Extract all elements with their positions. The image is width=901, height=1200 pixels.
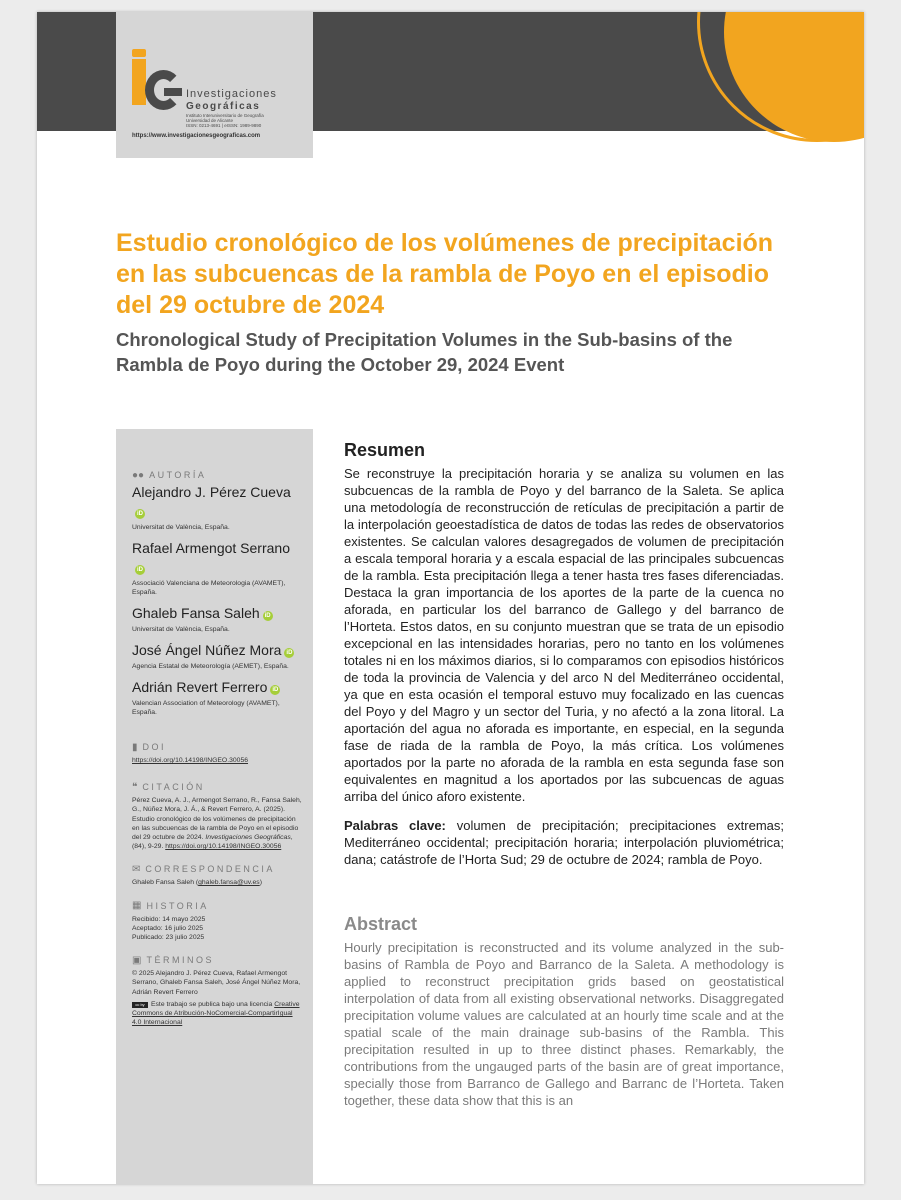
keywords-list: volumen de precipitación; precipitaciones extremas; Mediterráneo occidental; precipitación horaria; interpolación pluviométrica; dana; catástrofe de l’Horta Sud; 29 de octubre de 2024; rambla de Poyo. [344, 818, 784, 867]
author-entry [132, 539, 302, 597]
license-link[interactable]: Creative Commons de Atribución-NoComercial-CompartirIgual 4.0 Internacional [132, 1000, 300, 1027]
citation-heading: ❝ CITACIÓN [132, 781, 205, 793]
author-affiliation: Associació Valenciana de Meteorologia (AVAMET), España. [132, 580, 286, 596]
resumen-heading: Resumen [344, 440, 426, 460]
author-name: Ghaleb Fansa Saleh [132, 605, 260, 621]
keywords [344, 817, 784, 868]
article-page [37, 12, 864, 1184]
abstract-section [344, 914, 784, 1109]
resumen-text: Se reconstruye la precipitación horaria y se analiza su volumen en las subcuencas de la rambla de Poyo y del barranco de la Saleta. Se aplica una metodología de reconstrucción de retículas de precipitación a partir de la interpolación geoestadística de datos de todas las redes de observatorios existentes. Se calculan valores desagregados de volumen de precipitación a escala temporal horaria y a escala espacial de las principales subcuencas de la rambla. Esta precipitación llega a tener hasta tres fases diferenciadas. Destaca la gran importancia de los aportes de la parte de la cuenca no aforada, en particular los del barranco de Gallego y del barranco de l’Horteta. Estos datos, en su conjunto muestran que se trata de un episodio excepcional en las intensidades horarias, pero no tanto en los volúmenes totales ni en los máximos diarios, si lo comparamos con episodios históricos de toda la provincia de Valencia y del arco N del Mediterráneo occidental, ya que en esta ocasión el temporal estuvo muy focalizado en las cuencas del Poyo y del Magro y un sector del Turia, y no afectó a la zona litoral. La aportación del agua no aforada es importante, en especial, en la segunda fase de riada de la rambla de Poyo, la más crítica. Los volúmenes aportados por la parte no aforada de la rambla en esta segunda fase son equivalentes en magnitud a los aportados por las subcuencas de aguas arriba del único aforo existente. [344, 466, 784, 804]
email-link[interactable]: ghaleb.fansa@uv.es [198, 879, 260, 887]
doi-link[interactable]: https://doi.org/10.14198/INGEO.30056 [132, 757, 249, 764]
orcid-icon[interactable]: iD [137, 567, 143, 573]
terms-heading: ▣ TÉRMINOS [132, 954, 214, 966]
author-entry [132, 678, 302, 717]
abstract-text: Hourly precipitation is reconstructed and its volume analyzed in the sub-basins of Rambla de Poyo and Barranco de la Saleta. A methodology is applied to reconstruct precipitation grids based on geostatistical interpolation of data from all existing observational networks. Disaggregated precipitation volume values are calculated at an hourly time scale and at the spatial scale of the main drainage sub-basins of the Rambla. This precipitation resulted in up to three distinct phases. Remarkably, the contributions from the ungauged parts of the basin are of great importance, specially those from Barranco de Gallego and Barranc de l’Horteta. Taken together, these data show that this is an [344, 940, 784, 1108]
author-affiliation: Agencia Estatal de Meteorología (AEMET), España. [132, 663, 289, 670]
orcid-icon[interactable]: iD [264, 613, 271, 619]
logo-i-dot [132, 49, 146, 57]
cc-license-badge: cc by [132, 1002, 148, 1008]
license-text: cc by Este trabajo se publica bajo una licencia Creative Commons de Atribución-NoComercial-CompartirIgual 4.0 Internacional [132, 1000, 300, 1027]
journal-logo[interactable] [116, 12, 313, 158]
envelope-icon: ✉ [132, 863, 141, 875]
document-icon: ▣ [132, 954, 142, 966]
history-dates: Recibido: 14 mayo 2025 Aceptado: 16 julio 2025 Publicado: 23 julio 2025 [132, 915, 206, 942]
citation-doi-link[interactable]: https://doi.org/10.14198/INGEO.30056 [165, 843, 282, 851]
institute-line: Instituto Interuniversitario de Geografía [186, 113, 264, 118]
orcid-icon[interactable]: iD [137, 511, 143, 517]
journal-url-link[interactable]: https://www.investigacionesgeograficas.com [132, 133, 261, 139]
author-name: José Ángel Núñez Mora [132, 642, 282, 658]
resumen-section [344, 440, 784, 868]
calendar-icon: ▦ [132, 900, 142, 912]
people-icon: ●● [132, 469, 145, 481]
bookmark-icon: ▮ [132, 741, 138, 753]
correspondence-heading: ✉ CORRESPONDENCIA [132, 863, 275, 875]
issn-line: ISSN: 0213-4691 | eISSN: 1989-9890 [186, 123, 262, 128]
author-entry [132, 604, 302, 634]
authorship-heading: ●● AUTORÍA [132, 469, 207, 481]
copyright-text: © 2025 Alejandro J. Pérez Cueva, Rafael Armengot Serrano, Ghaleb Fansa Saleh, José Ángel Núñez Mora, Adrián Revert Ferrero [132, 970, 301, 996]
title-english: Chronological Study of Precipitation Volumes in the Sub-basins of the Rambla de Poyo during the October 29, 2024 Event [116, 329, 733, 375]
keywords-label: Palabras clave: [344, 818, 446, 833]
author-entry [132, 483, 302, 532]
history-heading: ▦ HISTORIA [132, 900, 209, 912]
citation-text: Pérez Cueva, A. J., Armengot Serrano, R., Fansa Saleh, G., Núñez Mora, J. Á., & Revert Ferrero, A. (2025). Estudio cronológico de los volúmenes de precipitación en las subcuencas de la rambla de Poyo en el episodio del 29 octubre de 2024. Investigaciones Geográficas, (84), 9-29. https://doi.org/10.14198/INGEO.30056 [132, 797, 302, 851]
correspondence-text: Ghaleb Fansa Saleh (ghaleb.fansa@uv.es) [132, 879, 262, 887]
author-affiliation: Valencian Association of Meteorology (AVAMET), España. [132, 700, 280, 716]
abstract-heading: Abstract [344, 914, 418, 934]
logo-g-bar [164, 88, 182, 96]
journal-name-line2: Geográficas [186, 101, 261, 112]
author-name: Adrián Revert Ferrero [132, 679, 268, 695]
author-name: Alejandro J. Pérez Cueva [132, 484, 291, 500]
author-affiliation: Universitat de València, España. [132, 524, 230, 531]
institute-line: Universidad de Alicante [186, 118, 234, 123]
author-affiliation: Universitat de València, España. [132, 626, 230, 633]
doi-heading: ▮ DOI [132, 741, 167, 753]
title-spanish: Estudio cronológico de los volúmenes de precipitación en las subcuencas de la rambla de Poyo en el episodio del 29 octubre de 2024 [116, 229, 774, 319]
metadata-sidebar [116, 429, 313, 1184]
journal-name-line1: Investigaciones [186, 88, 277, 100]
orcid-icon[interactable]: iD [272, 687, 279, 693]
quote-icon: ❝ [132, 781, 138, 793]
orcid-icon[interactable]: iD [286, 650, 293, 656]
logo-i-stem [132, 59, 146, 105]
author-entry [132, 641, 302, 671]
author-name: Rafael Armengot Serrano [132, 540, 290, 556]
